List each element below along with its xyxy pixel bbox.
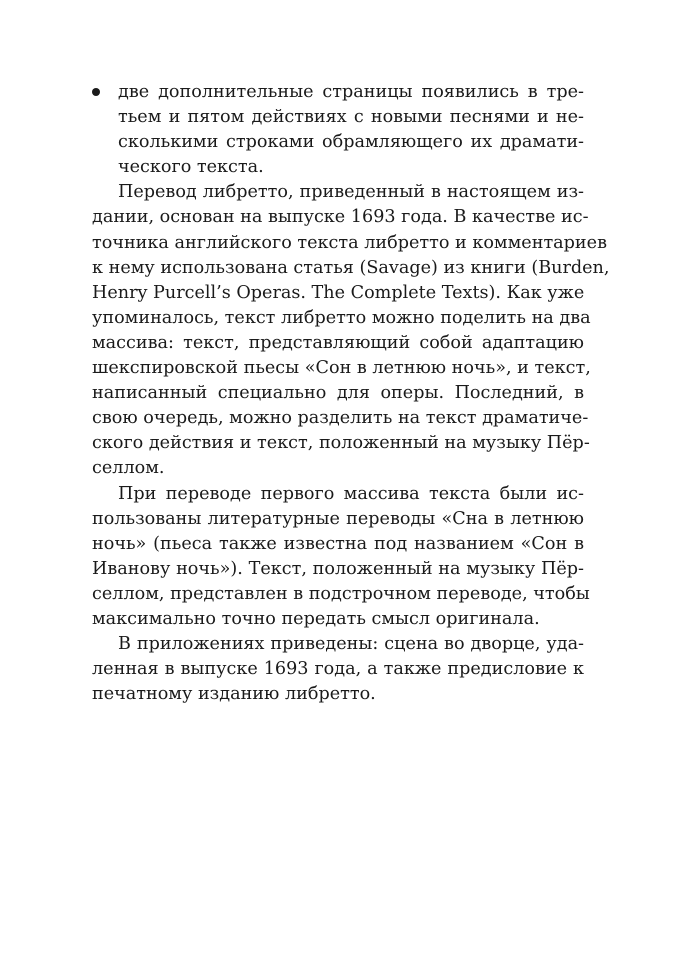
text-line: При переводе первого массива текста были ис- (118, 483, 584, 504)
text-line: ночь» (пьеса также известна под названием «Сон в (92, 533, 584, 554)
text-line: точника английского текста либретто и комментариев (92, 232, 607, 253)
paragraph-appendices (92, 632, 584, 707)
text-line: тьем и пятом действиях с новыми песнями и не- (118, 107, 584, 128)
paragraph-libretto-source (92, 180, 610, 481)
text-line: пользованы литературные переводы «Сна в летнюю (92, 508, 584, 529)
text-line: ского действия и текст, положенный на музыку Пёр- (92, 433, 590, 454)
text-line: написанный специально для оперы. Последний, в (92, 383, 584, 404)
text-line: массива: текст, представляющий собой адаптацию (92, 332, 584, 353)
text-line: печатному изданию либретто. (92, 684, 376, 705)
text-line: две дополнительные страницы появились в тре- (118, 82, 584, 102)
text-line: сколькими строками обрамляющего их драмати- (118, 132, 584, 153)
text-line: ленная в выпуске 1693 года, а также предисловие к (92, 659, 584, 680)
text-line: упоминалось, текст либретто можно поделить на два (92, 307, 591, 328)
text-line: селлом. (92, 458, 165, 479)
text-line: ческого текста. (118, 157, 264, 178)
text-line: к нему использована статья (Savage) из книги (Burden, (92, 257, 610, 278)
text-line: Henry Purcell’s Operas. The Complete Texts). Как уже (92, 282, 585, 303)
text-line: свою очередь, можно разделить на текст драматиче- (92, 408, 589, 429)
text-line: Иванову ночь»). Текст, положенный на музыку Пёр- (92, 558, 584, 579)
paragraph-translation-method (92, 482, 590, 633)
document-page (92, 80, 610, 707)
text-line: селлом, представлен в подстрочном переводе, чтобы (92, 583, 590, 604)
text-line: максимально точно передать смысл оригинала. (92, 608, 540, 629)
text-line: В приложениях приведены: сцена во дворце, уда- (118, 634, 584, 655)
text-line: Перевод либретто, приведенный в настоящем из- (118, 182, 584, 203)
bullet-icon (92, 88, 100, 96)
text-line: дании, основан на выпуске 1693 года. В качестве ис- (92, 207, 589, 228)
bullet-list-item (92, 80, 584, 180)
text-line: шекспировской пьесы «Сон в летнюю ночь», и текст, (92, 358, 591, 379)
